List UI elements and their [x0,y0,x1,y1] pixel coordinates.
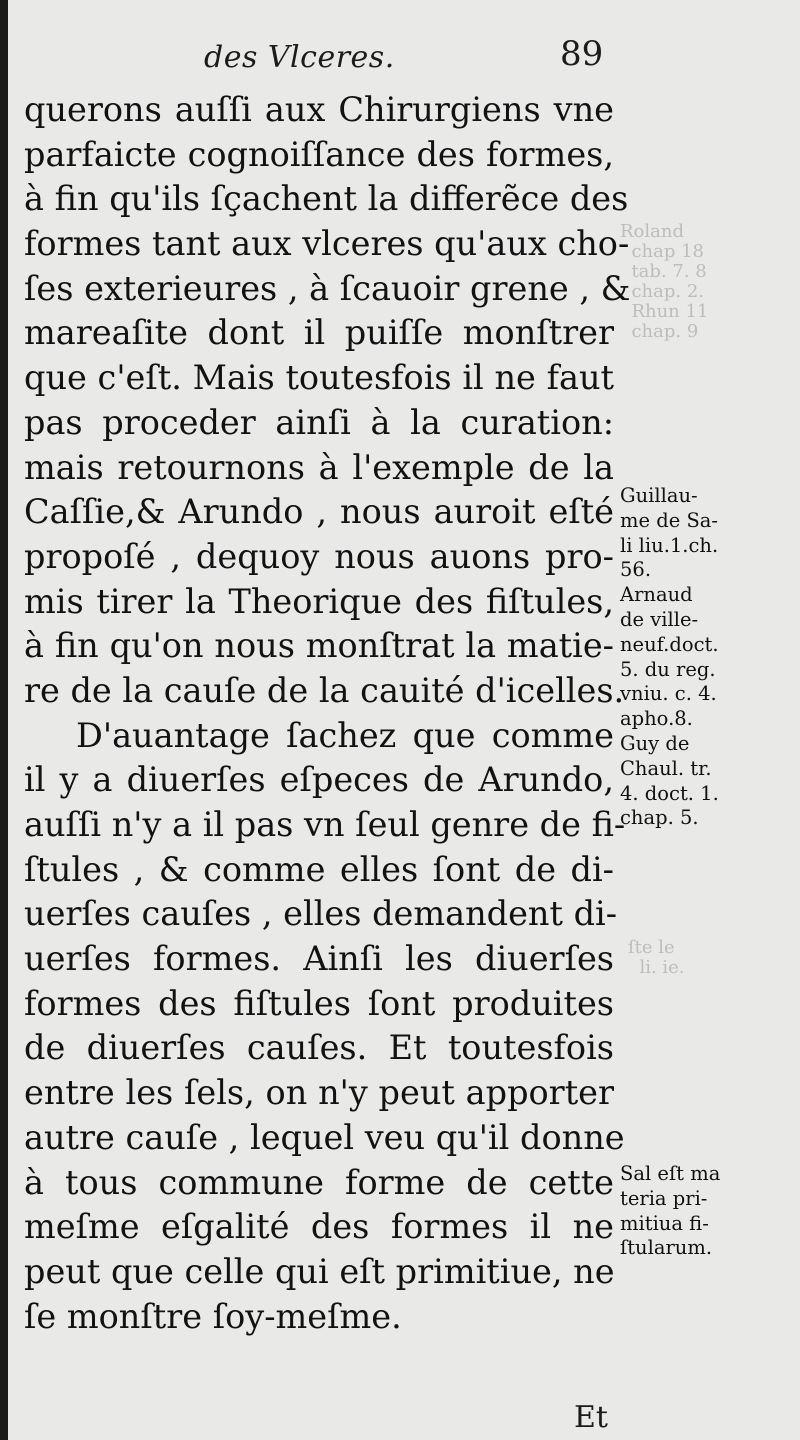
text-line: il y a diuerſes eſpeces de Arundo, [24,760,614,800]
marginal-line: 4. doct. 1. [620,781,719,805]
marginal-line: 5. du reg. [620,657,716,681]
marginal-line: li liu.1.ch. [620,533,719,557]
text-line: D'auantage ſachez que comme [76,715,614,755]
text-line: à tous commune forme de cette [24,1162,614,1202]
text-line: à fin qu'on nous monſtrat la matie- [24,626,614,666]
marginal-line: de ville- [620,607,699,631]
text-line: entre les ſels, on n'y peut apporter [24,1073,614,1113]
text-line: peut que celle qui eſt primitiue, ne [24,1251,615,1291]
marginal-note-citations [620,484,750,831]
text-line: propoſé , dequoy nous auons pro- [24,536,614,576]
marginal-line: Guillau- [620,484,698,507]
text-line: mareaſite dont il puiſſe monſtrer [24,313,614,353]
text-line: auſſi n'y a il pas vn ſeul genre de fi- [24,805,626,844]
text-line: formes tant aux vlceres qu'aux cho- [24,224,630,264]
marginal-line: Sal eſt ma [620,1162,721,1185]
page-number: 89 [560,34,604,74]
text-line: uerſes cauſes , elles demandent di- [24,894,618,934]
text-line: autre cauſe , lequel veu qu'il donne [24,1117,625,1157]
text-line: à fin qu'ils ſçachent la differẽce des [24,179,629,219]
running-head: des Vlceres. [204,40,395,75]
marginal-line: teria pri- [620,1186,708,1210]
text-line: querons auſſi aux Chirurgiens vne [24,90,614,129]
marginal-line: Guy de [620,731,690,755]
marginal-line: chap. 5. [620,806,699,830]
marginal-line: apho.8. [620,707,693,731]
show-through-texture: Roland chap 18 tab. 7. 8 chap. 2. Rhun 11 chap. 9 [620,221,709,342]
marginal-line: me de Sa- [620,508,719,532]
marginal-line: 56. [620,558,652,582]
marginal-line: Arnaud [620,583,693,607]
text-line: parfaicte cognoiſſance des formes, [24,134,614,174]
text-line: uerſes formes. Ainſi les diuerſes [24,939,614,979]
text-line: meſme eſgalité des formes il ne [24,1207,614,1247]
text-line: re de la cauſe de la cauité d'icelles. [24,670,625,710]
marginal-line: vniu. c. 4. [620,682,717,706]
body-text [24,88,631,1339]
marginal-line: mitiua fi- [620,1211,709,1235]
marginal-note-sal [620,1162,750,1261]
marginal-line: neuf.doct. [620,632,719,656]
text-line: mis tirer la Theorique des fiſtules, [24,581,614,621]
text-line: ſes exterieures , à ſcauoir grene , & [24,268,631,308]
show-through-texture: ſte le li. ie. [628,937,685,978]
text-line: pas proceder ainſi à la curation: [24,402,614,442]
text-line: formes des fiſtules ſont produites [24,983,614,1023]
marginal-line: ſtularum. [620,1236,713,1260]
text-line: Caſſie,& Arundo , nous auroit eſté [24,492,614,532]
book-page [8,0,800,1440]
text-line: mais retournons à l'exemple de la [24,447,614,487]
text-line: que c'eſt. Mais toutesfois il ne faut [24,358,614,398]
text-line: ſe monſtre ſoy-meſme. [24,1296,402,1336]
catchword: Et [574,1400,608,1435]
text-line: de diuerſes cauſes. Et toutesfois [24,1028,614,1068]
text-line: ſtules , & comme elles ſont de di- [24,849,614,889]
marginal-line: Chaul. tr. [620,756,712,780]
